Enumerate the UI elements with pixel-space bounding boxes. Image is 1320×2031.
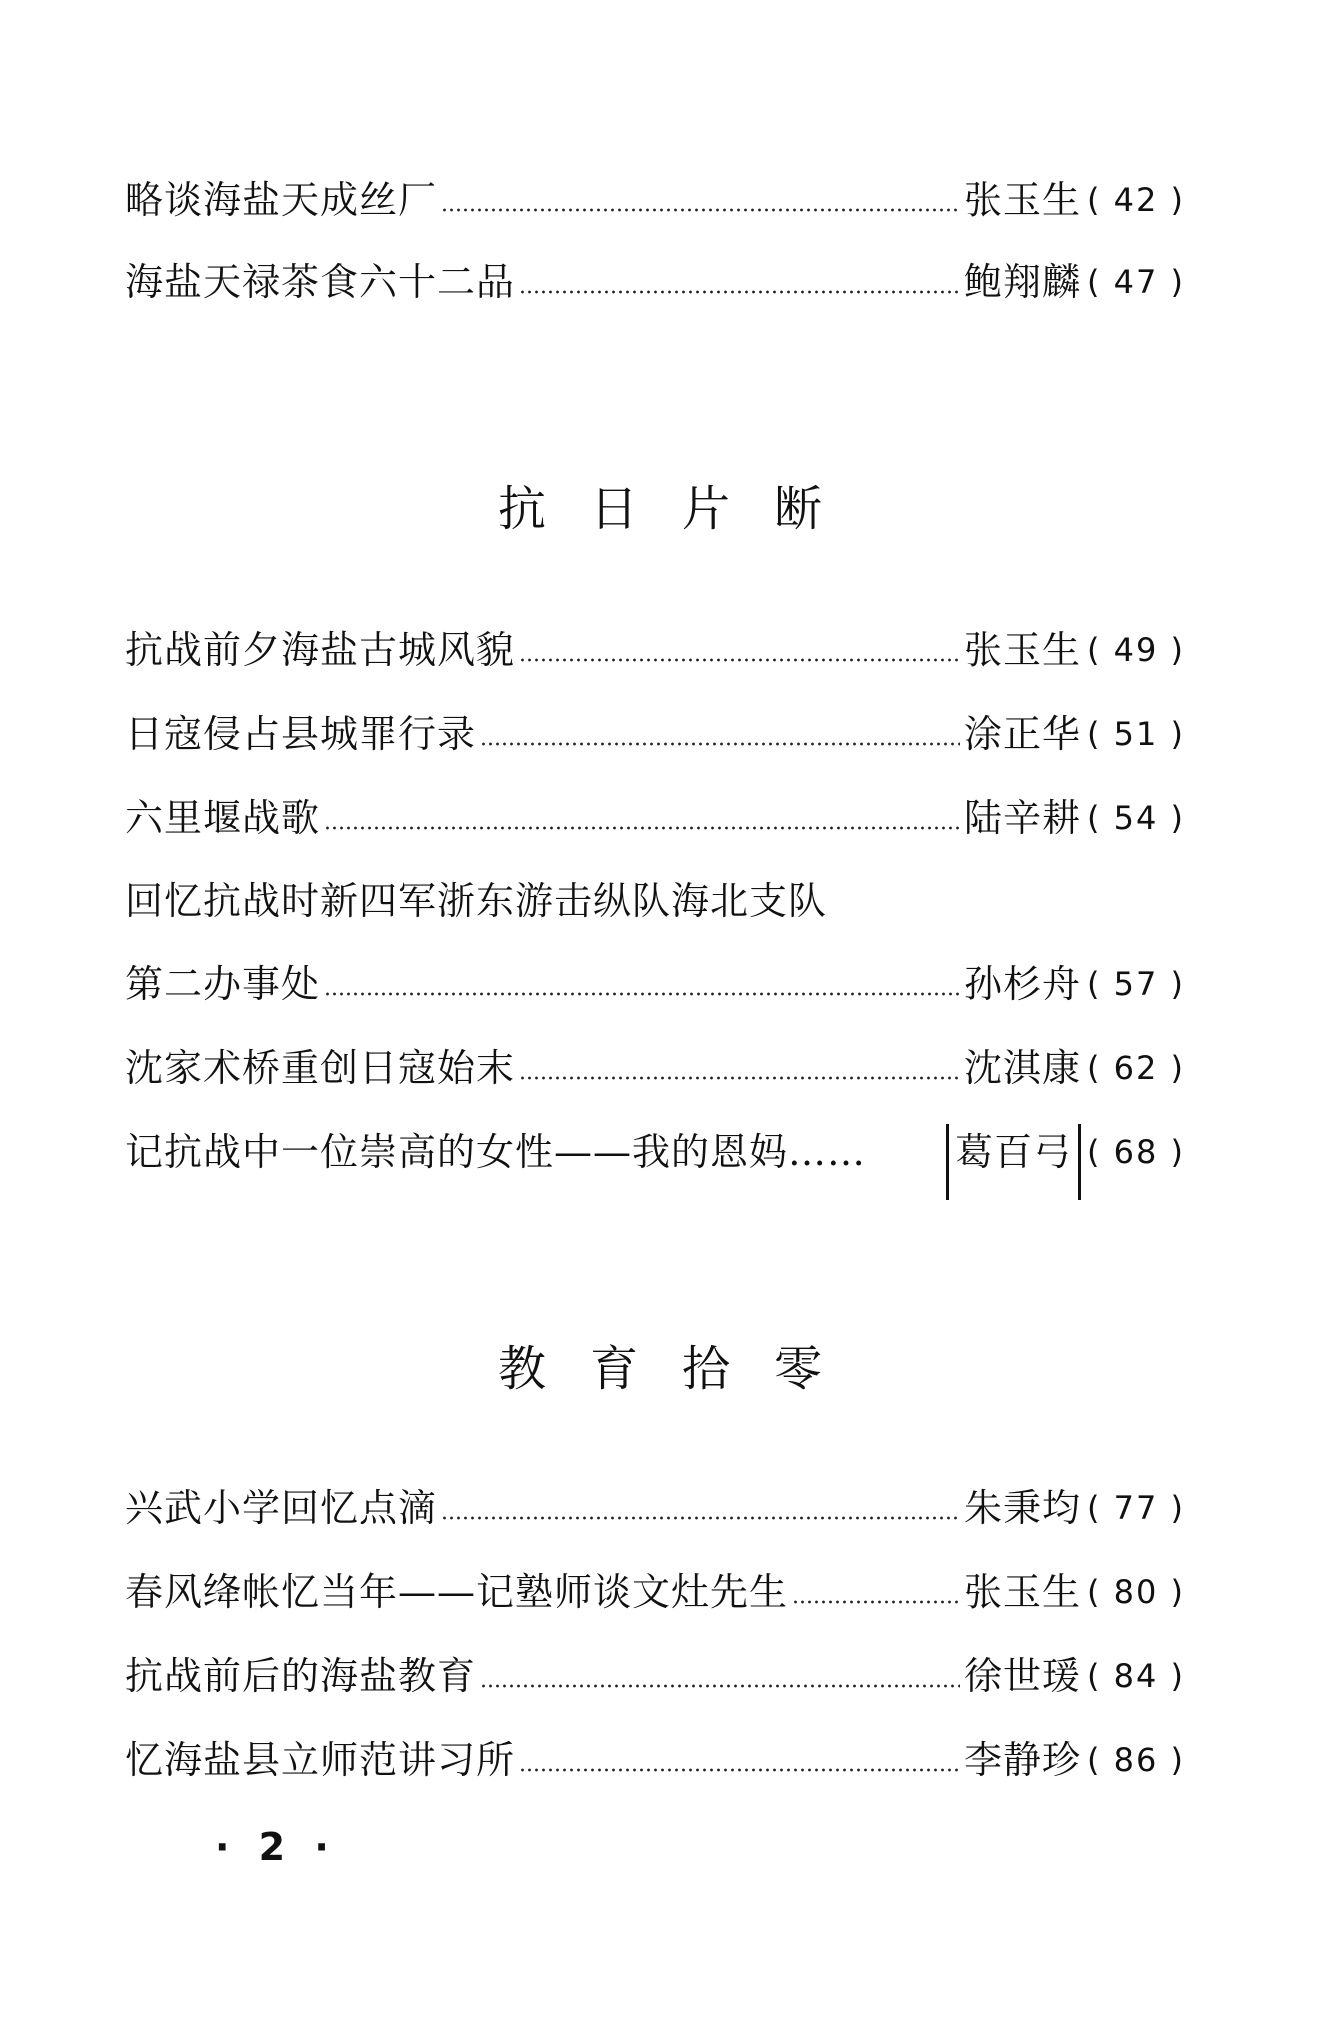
toc-entry[interactable]: [125, 1124, 1185, 1180]
entry-author-boxed: 葛百弓: [946, 1124, 1081, 1200]
entry-page: ( 62 ): [1086, 1049, 1185, 1087]
entry-page: ( 54 ): [1086, 799, 1185, 837]
dot-leader: [441, 208, 960, 212]
entry-title: 第二办事处: [125, 962, 321, 1006]
entry-author: 陆辛耕: [963, 796, 1081, 840]
toc-entry[interactable]: [125, 706, 1185, 762]
entry-author: 张玉生: [963, 628, 1081, 672]
section-heading: 教育拾零: [497, 1341, 866, 1397]
dot-leader: [519, 290, 960, 294]
toc-entry[interactable]: [125, 172, 1185, 228]
toc-entry[interactable]: [125, 1732, 1185, 1788]
toc-entry[interactable]: [125, 1480, 1185, 1536]
entry-page: ( 80 ): [1086, 1573, 1185, 1611]
entry-author: 沈淇康: [963, 1046, 1081, 1090]
toc-entry[interactable]: [125, 790, 1185, 846]
entry-page: ( 84 ): [1086, 1657, 1185, 1695]
dot-leader: [519, 1768, 960, 1772]
entry-author: 涂正华: [963, 712, 1081, 756]
entry-title: 春风绛帐忆当年——记塾师谈文灶先生: [125, 1570, 789, 1614]
entry-page: ( 68 ): [1086, 1133, 1185, 1171]
entry-title: 六里堰战歌: [125, 796, 321, 840]
entry-title: 日寇侵占县城罪行录: [125, 712, 477, 756]
entry-title: 忆海盐县立师范讲习所: [125, 1738, 516, 1782]
section-heading: 抗日片断: [497, 481, 866, 537]
entry-author: 张玉生: [963, 178, 1081, 222]
entry-page: ( 51 ): [1086, 715, 1185, 753]
dot-leader: [480, 742, 960, 746]
entry-author: 李静珍: [963, 1738, 1081, 1782]
entry-page: ( 86 ): [1086, 1741, 1185, 1779]
toc-entry-continued[interactable]: [125, 873, 1185, 929]
entry-title: 抗战前夕海盐古城风貌: [125, 628, 516, 672]
toc-entry[interactable]: [125, 1564, 1185, 1620]
dot-leader: [792, 1600, 960, 1604]
entry-page: ( 42 ): [1086, 181, 1185, 219]
entry-page: ( 57 ): [1086, 965, 1185, 1003]
entry-page: ( 77 ): [1086, 1489, 1185, 1527]
entry-author: 张玉生: [963, 1570, 1081, 1614]
entry-title: 沈家术桥重创日寇始末: [125, 1046, 516, 1090]
entry-title: 记抗战中一位崇高的女性——我的恩妈……: [125, 1130, 867, 1174]
entry-title: 兴武小学回忆点滴: [125, 1486, 438, 1530]
entry-author: 朱秉均: [963, 1486, 1081, 1530]
entry-author: 鲍翔麟: [963, 260, 1081, 304]
entry-page: ( 49 ): [1086, 631, 1185, 669]
dot-leader: [480, 1684, 960, 1688]
dot-leader: [519, 1076, 960, 1080]
dot-leader: [324, 826, 960, 830]
toc-entry[interactable]: [125, 956, 1185, 1012]
page-number: · 2 ·: [215, 1825, 337, 1869]
entry-title: 略谈海盐天成丝厂: [125, 178, 438, 222]
entry-title: 回忆抗战时新四军浙东游击纵队海北支队: [125, 879, 828, 923]
entry-title: 抗战前后的海盐教育: [125, 1654, 477, 1698]
toc-entry[interactable]: [125, 254, 1185, 310]
dot-leader: [519, 658, 960, 662]
entry-page: ( 47 ): [1086, 263, 1185, 301]
dot-leader: [324, 992, 960, 996]
entry-title: 海盐天禄茶食六十二品: [125, 260, 516, 304]
toc-entry[interactable]: [125, 1648, 1185, 1704]
entry-author: 孙杉舟: [963, 962, 1081, 1006]
toc-entry[interactable]: [125, 1040, 1185, 1096]
dot-leader: [441, 1516, 960, 1520]
toc-entry[interactable]: [125, 622, 1185, 678]
entry-author: 徐世瑗: [963, 1654, 1081, 1698]
